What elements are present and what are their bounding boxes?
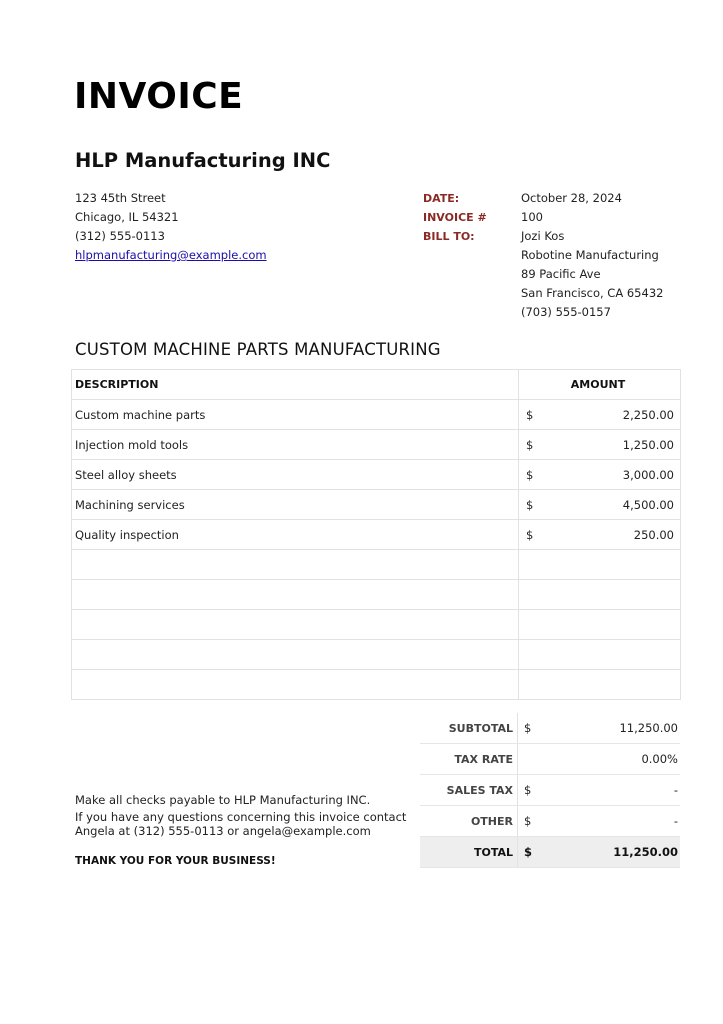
bill-to-city: San Francisco, CA 65432 (521, 286, 664, 300)
date-value: October 28, 2024 (521, 191, 622, 205)
tax-rate-value: 0.00% (641, 752, 678, 766)
other-row (420, 806, 680, 837)
item-description (72, 640, 519, 670)
item-amount-cell (519, 640, 681, 670)
item-description (72, 550, 519, 580)
section-heading: CUSTOM MACHINE PARTS MANUFACTURING (75, 340, 441, 359)
description-header: DESCRIPTION (72, 370, 519, 400)
item-description: Injection mold tools (72, 430, 519, 460)
tax-rate-label: TAX RATE (420, 744, 518, 774)
item-currency: $ (526, 407, 534, 422)
invoice-title: INVOICE (74, 76, 244, 117)
item-currency: $ (526, 467, 534, 482)
bill-to-name: Jozi Kos (521, 229, 565, 243)
table-header-row (72, 370, 681, 400)
sender-street: 123 45th Street (75, 191, 166, 205)
item-amount (522, 408, 674, 422)
item-amount (522, 528, 674, 542)
item-amount-value: 250.00 (633, 527, 674, 542)
contact-note-line-2: Angela at (312) 555-0113 or angela@example.com (75, 824, 371, 838)
subtotal-row (420, 713, 680, 744)
total-value: 11,250.00 (613, 845, 678, 859)
total-label: TOTAL (420, 837, 518, 867)
date-label: DATE: (423, 192, 460, 205)
table-row (72, 670, 681, 700)
bill-to-street: 89 Pacific Ave (521, 267, 601, 281)
company-name: HLP Manufacturing INC (75, 149, 331, 172)
contact-note-line-1: If you have any questions concerning this invoice contact (75, 810, 407, 824)
item-amount-cell (519, 400, 681, 430)
table-row (72, 610, 681, 640)
totals-section (420, 713, 680, 868)
item-amount-cell (519, 670, 681, 700)
item-amount (522, 498, 674, 512)
bill-to-label: BILL TO: (423, 230, 475, 243)
item-amount-cell (519, 520, 681, 550)
item-currency: $ (526, 527, 534, 542)
thank-you-message: THANK YOU FOR YOUR BUSINESS! (75, 855, 276, 867)
item-description: Custom machine parts (72, 400, 519, 430)
item-amount-value: 3,000.00 (622, 467, 674, 482)
line-items-table (71, 369, 681, 700)
item-description: Quality inspection (72, 520, 519, 550)
sender-phone: (312) 555-0113 (75, 229, 165, 243)
table-row (72, 520, 681, 550)
item-amount-cell (519, 550, 681, 580)
table-row (72, 550, 681, 580)
item-amount (522, 438, 674, 452)
item-description (72, 610, 519, 640)
item-currency: $ (526, 437, 534, 452)
item-currency: $ (526, 497, 534, 512)
table-row (72, 640, 681, 670)
table-row (72, 430, 681, 460)
table-row (72, 400, 681, 430)
invoice-number-value: 100 (521, 210, 543, 224)
sender-city: Chicago, IL 54321 (75, 210, 179, 224)
item-amount-value: 1,250.00 (622, 437, 674, 452)
sales-tax-row (420, 775, 680, 806)
payable-note: Make all checks payable to HLP Manufacturing INC. (75, 793, 371, 807)
item-amount-value: 4,500.00 (622, 497, 674, 512)
item-description (72, 670, 519, 700)
item-description (72, 580, 519, 610)
tax-rate-row (420, 744, 680, 775)
other-label: OTHER (420, 806, 518, 836)
item-amount-cell (519, 430, 681, 460)
item-amount-cell (519, 490, 681, 520)
bill-to-phone: (703) 555-0157 (521, 305, 611, 319)
item-amount-cell (519, 460, 681, 490)
subtotal-label: SUBTOTAL (420, 713, 518, 743)
invoice-number-label: INVOICE # (423, 211, 487, 224)
item-amount-value: 2,250.00 (622, 407, 674, 422)
item-description: Machining services (72, 490, 519, 520)
item-amount-cell (519, 610, 681, 640)
sales-tax-value: - (673, 783, 678, 797)
total-row (420, 837, 680, 868)
table-row (72, 580, 681, 610)
table-row (72, 460, 681, 490)
other-currency: $ (524, 814, 532, 828)
sender-email-link[interactable]: hlpmanufacturing@example.com (75, 248, 267, 262)
amount-header: AMOUNT (519, 370, 681, 400)
item-description: Steel alloy sheets (72, 460, 519, 490)
subtotal-currency: $ (524, 721, 532, 735)
sender-email-line (75, 246, 267, 265)
total-currency: $ (524, 845, 533, 859)
item-amount (522, 468, 674, 482)
other-value: - (673, 814, 678, 828)
table-row (72, 490, 681, 520)
item-amount-cell (519, 580, 681, 610)
sales-tax-label: SALES TAX (420, 775, 518, 805)
sales-tax-currency: $ (524, 783, 532, 797)
subtotal-value: 11,250.00 (619, 721, 678, 735)
bill-to-company: Robotine Manufacturing (521, 248, 659, 262)
